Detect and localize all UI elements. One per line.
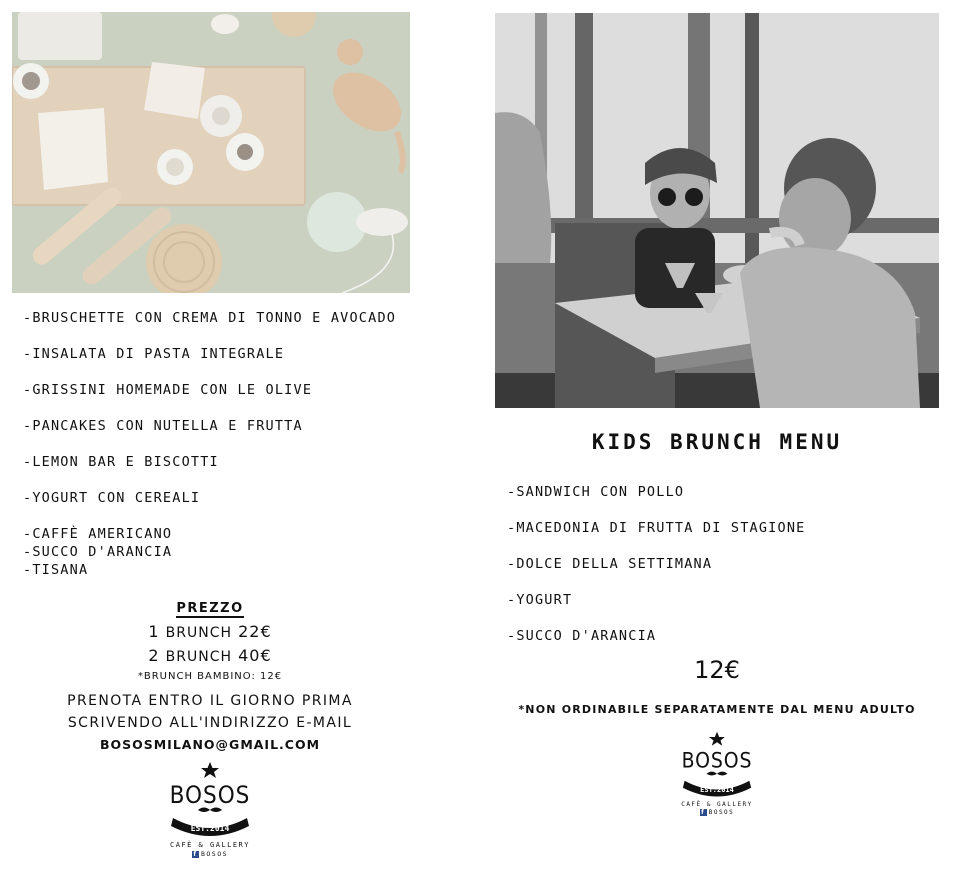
brunch-table-photo: [12, 12, 410, 293]
list-item: -YOGURT: [507, 592, 573, 608]
kids-eating-photo: [495, 13, 939, 408]
list-item: -PANCAKES CON NUTELLA E FRUTTA: [23, 418, 303, 434]
list-item: -LEMON BAR E BISCOTTI: [23, 454, 219, 470]
list-item: -DOLCE DELLA SETTIMANA: [507, 556, 713, 572]
list-item: -GRISSINI HOMEMADE CON LE OLIVE: [23, 382, 313, 398]
list-item: -YOGURT CON CEREALI: [23, 490, 201, 506]
price-count: 1: [148, 622, 160, 641]
svg-text:BOSOS: BOSOS: [169, 781, 251, 809]
list-item: -SUCCO D'ARANCIA: [507, 628, 657, 644]
logo-tagline: CAFÈ & GALLERY: [169, 841, 250, 849]
reservation-text: [30, 690, 390, 756]
svg-text:BOSOS: BOSOS: [681, 748, 753, 773]
list-item: -SANDWICH CON POLLO: [507, 484, 685, 500]
social-handle: BOSOS: [708, 809, 735, 816]
price-count: 2: [148, 646, 160, 665]
logo-tagline: CAFÈ & GALLERY: [681, 801, 753, 808]
bosos-logo-mark: [677, 730, 757, 800]
adult-menu-list: [23, 310, 396, 580]
svg-text:EST.2014: EST.2014: [190, 824, 230, 833]
price-value: 40€: [238, 646, 272, 665]
list-item: -BRUSCHETTE CON CREMA DI TONNO E AVOCADO: [23, 310, 397, 326]
facebook-icon: f: [193, 850, 198, 858]
pricing-heading: PREZZO: [176, 601, 244, 616]
list-item: -MACEDONIA DI FRUTTA DI STAGIONE: [507, 520, 806, 536]
bosos-logo: [160, 760, 260, 858]
email-link[interactable]: BOSOSMILANO@GMAIL.COM: [99, 737, 321, 752]
price-line-2: [30, 647, 390, 666]
svg-text:EST.2014: EST.2014: [700, 786, 734, 795]
reservation-line: SCRIVENDO ALL'INDIRIZZO E-MAIL: [67, 715, 353, 731]
facebook-icon: f: [701, 809, 706, 816]
price-line-1: [30, 623, 390, 642]
list-item: -TISANA: [23, 562, 89, 578]
price-value: 22€: [238, 622, 272, 641]
reservation-line: PRENOTA ENTRO IL GIORNO PRIMA: [67, 693, 353, 709]
logo-social: [160, 850, 260, 858]
kids-menu-title: KIDS BRUNCH MENU: [591, 430, 843, 454]
kids-menu-note: *NON ORDINABILE SEPARATAMENTE DAL MENU ADULTO: [518, 703, 916, 716]
social-handle: BOSOS: [200, 850, 229, 858]
bosos-logo-mark: [165, 760, 255, 840]
price-word: BRUNCH: [165, 649, 232, 665]
list-item: -SUCCO D'ARANCIA: [23, 544, 173, 560]
kids-price-note: *BRUNCH BAMBINO: 12€: [137, 671, 283, 682]
pricing-block: [30, 597, 390, 756]
price-word: BRUNCH: [165, 625, 232, 641]
bosos-logo: [667, 730, 767, 816]
kids-price: 12€: [694, 656, 740, 684]
logo-social: [667, 809, 767, 816]
list-item: -INSALATA DI PASTA INTEGRALE: [23, 346, 285, 362]
kids-menu-list: [507, 484, 806, 646]
list-item: -CAFFÈ AMERICANO: [23, 526, 173, 542]
